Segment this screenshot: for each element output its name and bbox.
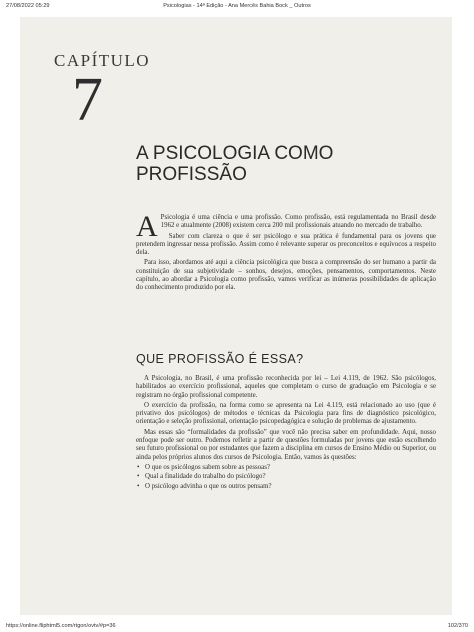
drop-cap: A (136, 210, 158, 243)
print-header (6, 3, 468, 9)
bullet-icon: • (137, 463, 140, 471)
print-page-number: 102/370 (447, 623, 468, 629)
section-text (136, 375, 436, 492)
section-paragraph-1: A Psicologia, no Brasil, é uma profissão reconhecida por lei – Lei 4.119, de 1962. São psicólogos, habilitados ao exercício profissional, aqueles que completam o curso de graduação em Psicologia e se registram no órgão profissional competente. (136, 375, 436, 399)
question-text: O psicólogo advinha o que os outros pensam? (145, 482, 272, 490)
intro-paragraph-2: Saber com clareza o que é ser psicólogo e sua prática é fundamental para os jovens que pretendem ingressar nessa profissão. Assim como é relevante superar os preconceitos e equívocos a respeito dela. (136, 232, 436, 257)
intro-text (136, 210, 436, 295)
section-paragraph-2: O exercício da profissão, na forma como se apresenta na Lei 4.119, está relacionado ao uso (que é privativo dos psicólogos) de métodos e técnicas da Psicologia para fins de diagnóstico psicológico, orientação e seleção profissional, orientação psicopedagógica e solução de problemas de ajustamento. (136, 401, 436, 426)
chapter-number: 7 (72, 66, 103, 134)
chapter-title: A PSICOLOGIA COMO PROFISSÃO (136, 143, 334, 185)
list-item (136, 483, 436, 491)
print-document-title: Psicologias - 14ª Edição - Ana Mercês Bahia Bock _ Outros (163, 3, 311, 9)
intro-paragraph-1-text: Psicologia é uma ciência e uma profissão. Como profissão, está regulamentada no Brasil desde 1962 e atualmente (2008) existem cerca 200 mil profissionais atuando no mercado de trabalho. (160, 214, 436, 230)
intro-paragraph-3: Para isso, abordamos até aqui a ciência psicológica que busca a compreensão do ser humano a partir da constituição de sua subjetividade – sonhos, desejos, emoções, pensamentos, comportamentos. Neste capítulo, ao abordar a Psicologia como profissão, vamos verificar as inúmeras possibilidades de aplicação do conhecimento produzido por ela. (136, 259, 436, 292)
question-text: O que os psicólogos sabem sobre as pessoas? (145, 463, 270, 471)
print-url: https://online.fliphtml5.com/rtgon/ovtv/#p=36 (6, 623, 116, 629)
bullet-icon: • (137, 482, 140, 490)
scanned-page (20, 17, 452, 615)
bullet-icon: • (137, 473, 140, 481)
question-text: Qual a finalidade do trabalho do psicólogo? (145, 473, 266, 481)
section-heading: QUE PROFISSÃO É ESSA? (136, 352, 304, 366)
print-datetime: 27/08/2022 05:29 (6, 3, 50, 9)
print-footer (6, 623, 468, 629)
intro-paragraph-1 (136, 210, 436, 243)
questions-list (136, 464, 436, 491)
list-item (136, 473, 436, 481)
list-item (136, 464, 436, 472)
chapter-label: CAPÍTULO (54, 51, 151, 70)
section-paragraph-3: Mas essas são “formalidades da profissão” que você não precisa saber em profundidade. Aqui, nosso enfoque pode ser outro. Podemos refletir a partir de questões formuladas por jovens que estão escolhendo seu futuro profissional ou por estudantes que fazem a disciplina em cursos de Ensino Médio ou Superior, ou ainda pelos próprios alunos dos cursos de Psicologia. Então, vamos às questões: (136, 428, 436, 461)
